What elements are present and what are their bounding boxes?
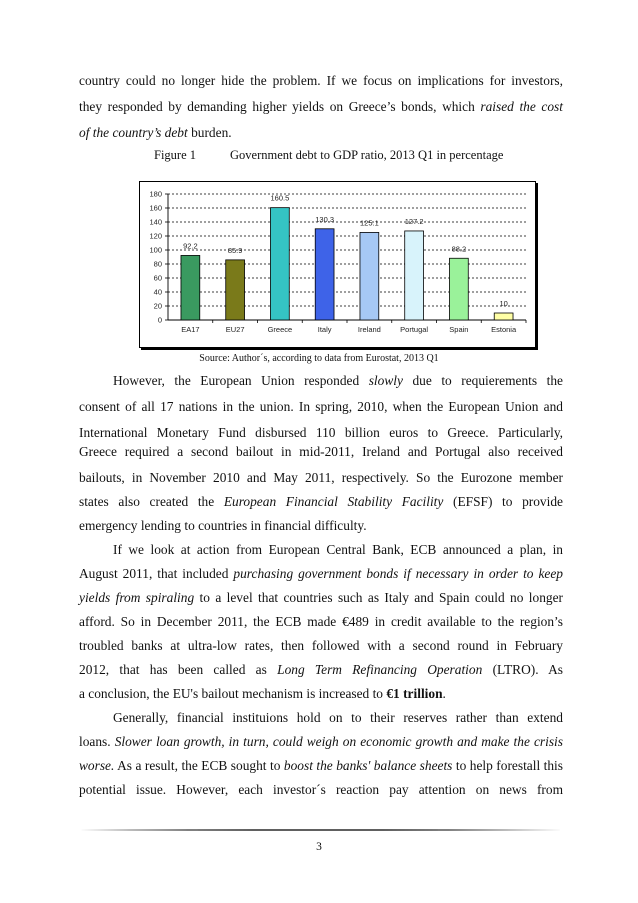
x-tick-label: EA17 [181, 325, 200, 334]
y-tick-label: 60 [153, 273, 162, 283]
x-tick-label: Ireland [357, 325, 381, 334]
text-line: loans. Slower loan growth, in turn, could weigh on economic growth and make the crisis [79, 734, 563, 749]
text-line: consent of all 17 nations in the union. In spring, 2010, when the European Union and [79, 399, 563, 414]
data-label: 85.9 [227, 245, 243, 255]
x-tick-label: EU27 [225, 325, 245, 334]
text-line: If we look at action from European Central Bank, ECB announced a plan, in [113, 542, 563, 557]
text-line: Greece required a second bailout in mid-2011, Ireland and Portugal also received [79, 444, 563, 459]
text-line: bailouts, in November 2010 and May 2011, respectively. So the Eurozone member [79, 470, 563, 485]
x-tick-label: Greece [267, 325, 293, 334]
data-label: 130.3 [315, 214, 335, 224]
italic-phrase: of the country’s debt [79, 125, 188, 140]
text-line: states also created the European Financial Stability Facility (EFSF) to provide [79, 494, 563, 509]
bar [270, 208, 289, 320]
data-label: 88.2 [451, 244, 467, 254]
y-tick-label: 180 [149, 189, 162, 199]
bold-phrase: €1 trillion [386, 686, 443, 701]
text-line: yields from spiraling to a level that countries such as Italy and Spain could no longer [79, 590, 563, 605]
text-line: However, the European Union responded slowly due to requierements the [113, 373, 563, 388]
text-line: of the country’s debt burden. [79, 125, 232, 140]
italic-phrase: raised the cost [480, 99, 563, 114]
x-tick-label: Italy [317, 325, 332, 334]
data-label: 127.2 [404, 216, 424, 226]
bar [494, 313, 513, 320]
data-label: 10 [499, 299, 508, 308]
data-label: 160.5 [270, 193, 290, 203]
page-number: 3 [316, 841, 322, 853]
text-line: worse. As a result, the ECB sought to boost the banks' balance sheets to help forestall this [79, 758, 563, 773]
y-tick-label: 160 [149, 203, 162, 213]
footer-rule [79, 829, 563, 831]
bar [181, 255, 200, 320]
text-line: they responded by demanding higher yields on Greece’s bonds, which raised the cost [79, 99, 563, 114]
text-line: troubled banks at ultra-low rates, then followed with a second round in February [79, 638, 563, 653]
x-tick-label: Spain [449, 325, 469, 334]
x-tick-label: Estonia [491, 325, 517, 334]
text-line: 2012, that has been called as Long Term Refinancing Operation (LTRO). As [79, 662, 563, 677]
bar-chart [139, 181, 536, 348]
y-tick-label: 80 [153, 259, 162, 269]
y-tick-label: 140 [149, 217, 162, 227]
text-line: country could no longer hide the problem. If we focus on implications for investors, [79, 73, 563, 88]
text-line: August 2011, that included purchasing government bonds if necessary in order to keep [79, 566, 563, 581]
text-line: afford. So in December 2011, the ECB made €489 in credit available to the region’s [79, 614, 563, 629]
bar [449, 258, 468, 320]
text-line: International Monetary Fund disbursed 110 billion euros to Greece. Particularly, [79, 425, 563, 440]
y-tick-label: 100 [149, 245, 162, 255]
text-line: Generally, financial instituions hold on to their reserves rather than extend [113, 710, 563, 725]
figure-label: Figure 1 [154, 148, 197, 162]
text-line: emergency lending to countries in financial difficulty. [79, 518, 367, 533]
y-tick-label: 40 [153, 287, 162, 297]
y-tick-label: 20 [153, 301, 162, 311]
x-tick-label: Portugal [400, 325, 429, 334]
data-label: 125.1 [359, 218, 379, 228]
text-line: potential issue. However, each investor´s reaction pay attention on news from [79, 782, 563, 797]
bar [226, 260, 245, 320]
text-line: a conclusion, the EU's bailout mechanism is increased to €1 trillion. [79, 686, 446, 701]
chart-canvas [140, 182, 535, 347]
bar [360, 232, 379, 320]
bar [315, 229, 334, 320]
figure-title: Government debt to GDP ratio, 2013 Q1 in percentage [230, 148, 504, 162]
y-tick-label: 120 [149, 231, 162, 241]
data-label: 92.2 [183, 241, 198, 251]
figure-source: Source: Author´s, according to data from Eurostat, 2013 Q1 [199, 353, 439, 364]
y-tick-label: 0 [157, 315, 162, 325]
bar [405, 231, 424, 320]
